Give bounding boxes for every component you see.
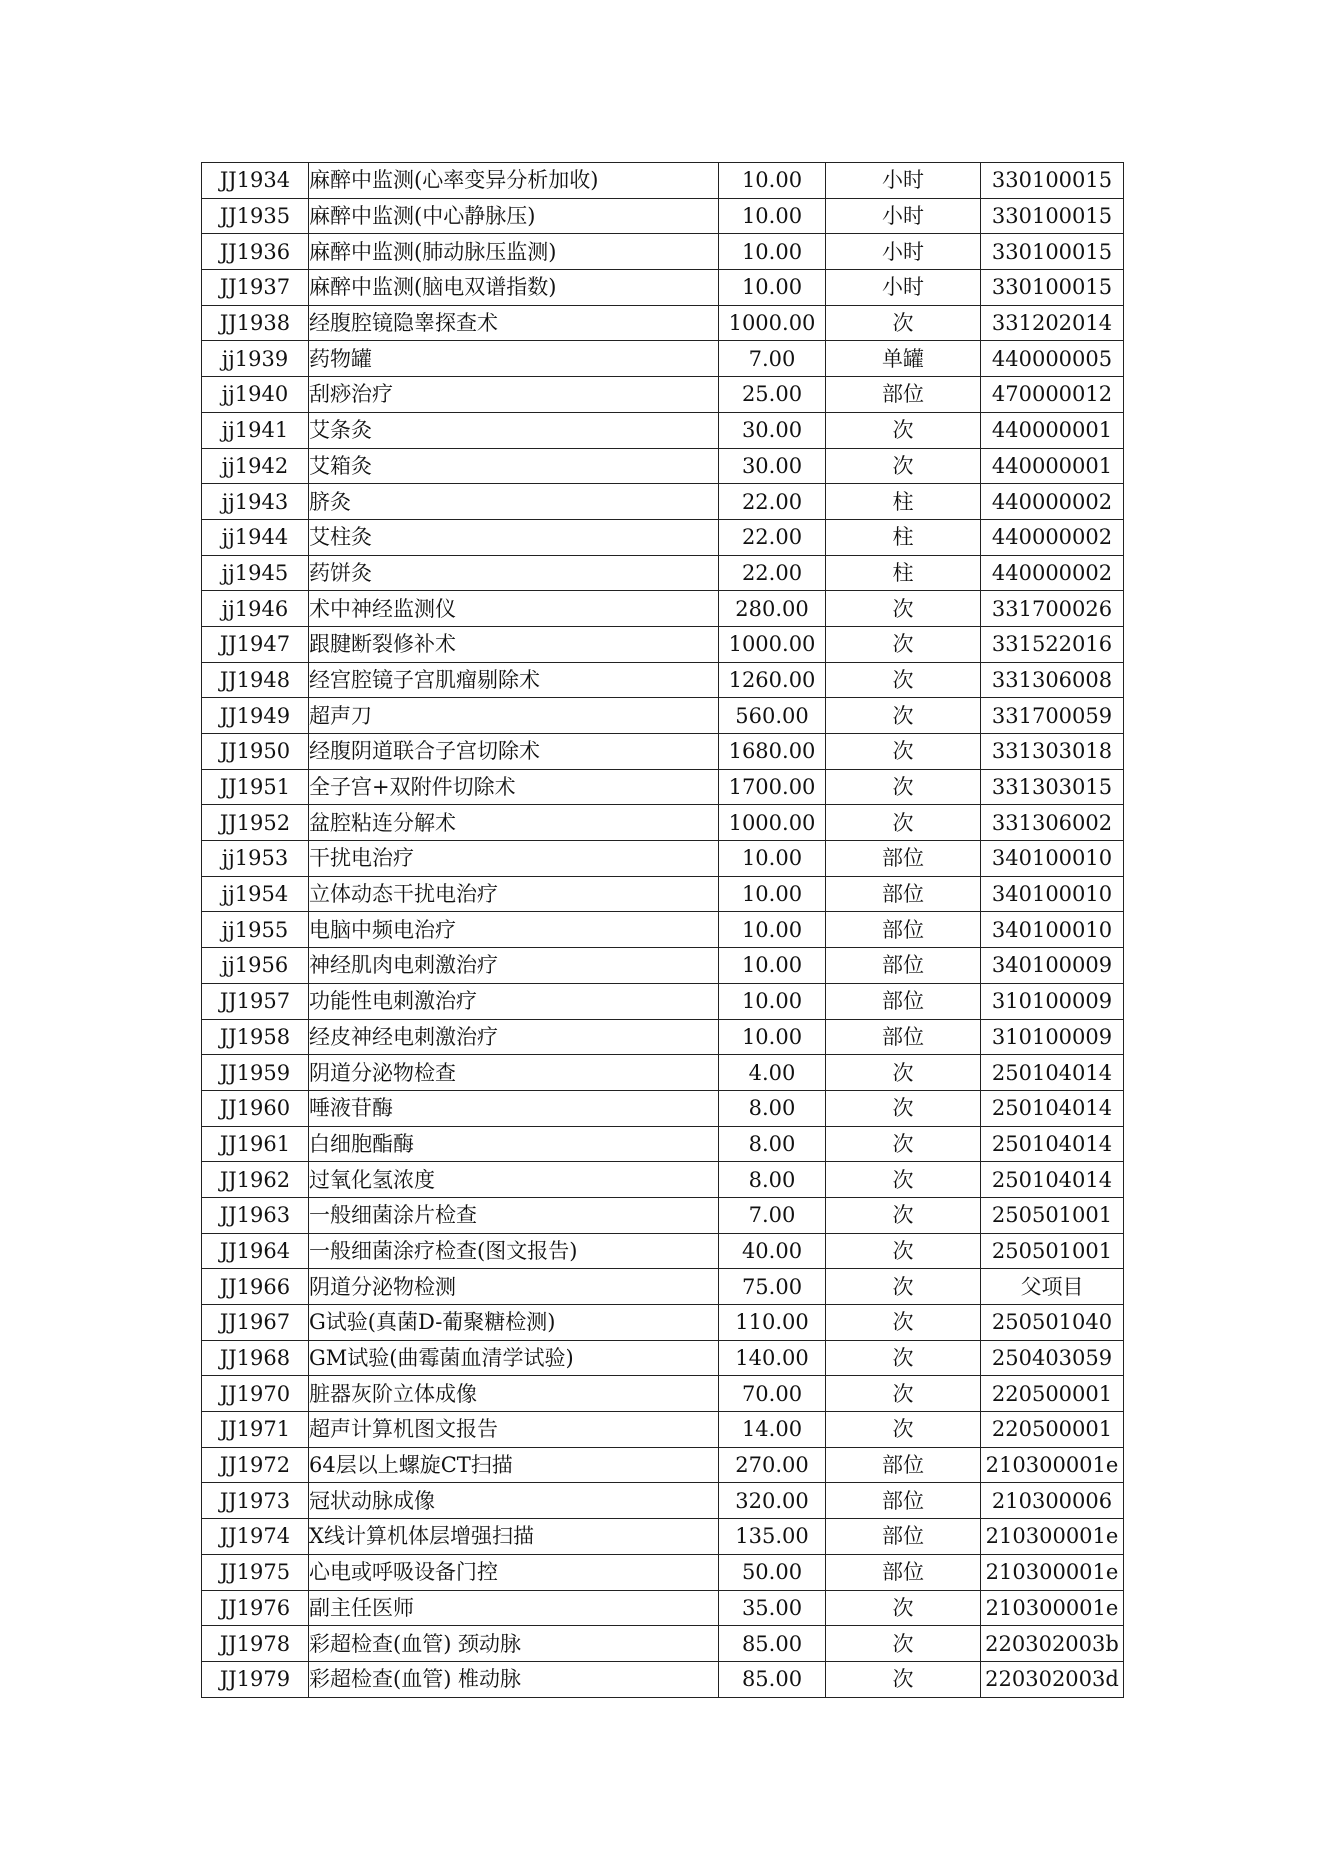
price-cell: 35.00 xyxy=(719,1590,826,1626)
unit-cell: 次 xyxy=(826,1305,981,1341)
item-name-cell: 超声刀 xyxy=(309,698,719,734)
reference-code-cell: 250501001 xyxy=(981,1197,1124,1233)
table-row xyxy=(202,1661,1124,1697)
reference-code-cell: 331303018 xyxy=(981,734,1124,770)
unit-cell: 部位 xyxy=(826,1019,981,1055)
item-name-cell: 麻醉中监测(肺动脉压监测) xyxy=(309,234,719,270)
item-code-cell: JJ1966 xyxy=(202,1269,309,1305)
table-row xyxy=(202,1019,1124,1055)
price-cell: 270.00 xyxy=(719,1447,826,1483)
reference-code-cell: 220500001 xyxy=(981,1376,1124,1412)
item-name-cell: 脐灸 xyxy=(309,484,719,520)
table-row xyxy=(202,1126,1124,1162)
item-name-cell: 经腹腔镜隐睾探查术 xyxy=(309,305,719,341)
price-cell: 40.00 xyxy=(719,1233,826,1269)
reference-code-cell: 340100010 xyxy=(981,876,1124,912)
table-row xyxy=(202,412,1124,448)
price-cell: 10.00 xyxy=(719,983,826,1019)
item-code-cell: JJ1957 xyxy=(202,983,309,1019)
reference-code-cell: 340100010 xyxy=(981,912,1124,948)
item-code-cell: JJ1972 xyxy=(202,1447,309,1483)
item-code-cell: jj1953 xyxy=(202,841,309,877)
price-cell: 10.00 xyxy=(719,948,826,984)
table-row xyxy=(202,163,1124,199)
item-code-cell: JJ1976 xyxy=(202,1590,309,1626)
table-row xyxy=(202,1197,1124,1233)
item-code-cell: jj1943 xyxy=(202,484,309,520)
item-name-cell: 经宫腔镜子宫肌瘤剔除术 xyxy=(309,662,719,698)
reference-code-cell: 330100015 xyxy=(981,234,1124,270)
price-cell: 10.00 xyxy=(719,270,826,306)
unit-cell: 次 xyxy=(826,1269,981,1305)
item-name-cell: 盆腔粘连分解术 xyxy=(309,805,719,841)
item-code-cell: jj1940 xyxy=(202,377,309,413)
price-cell: 85.00 xyxy=(719,1626,826,1662)
price-cell: 22.00 xyxy=(719,555,826,591)
item-code-cell: JJ1958 xyxy=(202,1019,309,1055)
unit-cell: 部位 xyxy=(826,876,981,912)
unit-cell: 部位 xyxy=(826,377,981,413)
unit-cell: 次 xyxy=(826,448,981,484)
price-cell: 135.00 xyxy=(719,1519,826,1555)
table-row xyxy=(202,198,1124,234)
reference-code-cell: 440000002 xyxy=(981,519,1124,555)
item-name-cell: 药饼灸 xyxy=(309,555,719,591)
table-row xyxy=(202,1340,1124,1376)
price-cell: 85.00 xyxy=(719,1661,826,1697)
item-code-cell: JJ1967 xyxy=(202,1305,309,1341)
reference-code-cell: 330100015 xyxy=(981,198,1124,234)
price-cell: 8.00 xyxy=(719,1090,826,1126)
price-cell: 10.00 xyxy=(719,1019,826,1055)
table-row xyxy=(202,1519,1124,1555)
item-name-cell: 艾条灸 xyxy=(309,412,719,448)
unit-cell: 部位 xyxy=(826,1447,981,1483)
reference-code-cell: 210300001e xyxy=(981,1447,1124,1483)
item-name-cell: 超声计算机图文报告 xyxy=(309,1412,719,1448)
unit-cell: 柱 xyxy=(826,519,981,555)
unit-cell: 部位 xyxy=(826,948,981,984)
item-code-cell: JJ1937 xyxy=(202,270,309,306)
price-cell: 10.00 xyxy=(719,163,826,199)
item-name-cell: 麻醉中监测(心率变异分析加收) xyxy=(309,163,719,199)
unit-cell: 柱 xyxy=(826,484,981,520)
reference-code-cell: 331700059 xyxy=(981,698,1124,734)
table-row xyxy=(202,1412,1124,1448)
item-name-cell: 药物罐 xyxy=(309,341,719,377)
reference-code-cell: 440000002 xyxy=(981,555,1124,591)
unit-cell: 次 xyxy=(826,1233,981,1269)
table-row xyxy=(202,912,1124,948)
item-name-cell: 艾箱灸 xyxy=(309,448,719,484)
item-code-cell: jj1944 xyxy=(202,519,309,555)
unit-cell: 次 xyxy=(826,626,981,662)
item-name-cell: 刮痧治疗 xyxy=(309,377,719,413)
price-cell: 1680.00 xyxy=(719,734,826,770)
unit-cell: 部位 xyxy=(826,1519,981,1555)
item-name-cell: 术中神经监测仪 xyxy=(309,591,719,627)
reference-code-cell: 220302003d xyxy=(981,1661,1124,1697)
item-name-cell: 麻醉中监测(脑电双谱指数) xyxy=(309,270,719,306)
item-name-cell: 电脑中频电治疗 xyxy=(309,912,719,948)
reference-code-cell: 330100015 xyxy=(981,270,1124,306)
table-row xyxy=(202,662,1124,698)
unit-cell: 小时 xyxy=(826,198,981,234)
reference-code-cell: 250104014 xyxy=(981,1162,1124,1198)
item-code-cell: jj1941 xyxy=(202,412,309,448)
table-row xyxy=(202,983,1124,1019)
table-row xyxy=(202,484,1124,520)
reference-code-cell: 440000001 xyxy=(981,412,1124,448)
table-row xyxy=(202,377,1124,413)
unit-cell: 次 xyxy=(826,1590,981,1626)
item-name-cell: X线计算机体层增强扫描 xyxy=(309,1519,719,1555)
item-code-cell: JJ1950 xyxy=(202,734,309,770)
unit-cell: 次 xyxy=(826,1197,981,1233)
unit-cell: 部位 xyxy=(826,912,981,948)
table-row xyxy=(202,270,1124,306)
reference-code-cell: 210300001e xyxy=(981,1590,1124,1626)
item-name-cell: 64层以上螺旋CT扫描 xyxy=(309,1447,719,1483)
price-cell: 4.00 xyxy=(719,1055,826,1091)
reference-code-cell: 210300006 xyxy=(981,1483,1124,1519)
item-code-cell: jj1954 xyxy=(202,876,309,912)
reference-code-cell: 331700026 xyxy=(981,591,1124,627)
reference-code-cell: 250501001 xyxy=(981,1233,1124,1269)
price-cell: 1000.00 xyxy=(719,305,826,341)
price-cell: 10.00 xyxy=(719,912,826,948)
unit-cell: 次 xyxy=(826,805,981,841)
fee-table-body xyxy=(202,163,1124,1698)
reference-code-cell: 440000001 xyxy=(981,448,1124,484)
reference-code-cell: 331303015 xyxy=(981,769,1124,805)
reference-code-cell: 250403059 xyxy=(981,1340,1124,1376)
item-code-cell: jj1946 xyxy=(202,591,309,627)
item-code-cell: JJ1951 xyxy=(202,769,309,805)
item-code-cell: jj1942 xyxy=(202,448,309,484)
unit-cell: 次 xyxy=(826,412,981,448)
table-row xyxy=(202,1055,1124,1091)
table-row xyxy=(202,626,1124,662)
price-cell: 22.00 xyxy=(719,519,826,555)
item-code-cell: JJ1974 xyxy=(202,1519,309,1555)
item-code-cell: JJ1971 xyxy=(202,1412,309,1448)
price-cell: 14.00 xyxy=(719,1412,826,1448)
table-row xyxy=(202,305,1124,341)
item-name-cell: 神经肌肉电刺激治疗 xyxy=(309,948,719,984)
unit-cell: 小时 xyxy=(826,270,981,306)
table-row xyxy=(202,519,1124,555)
table-row xyxy=(202,769,1124,805)
price-cell: 7.00 xyxy=(719,341,826,377)
price-cell: 8.00 xyxy=(719,1126,826,1162)
unit-cell: 次 xyxy=(826,1126,981,1162)
table-row xyxy=(202,1554,1124,1590)
item-code-cell: JJ1947 xyxy=(202,626,309,662)
item-name-cell: GM试验(曲霉菌血清学试验) xyxy=(309,1340,719,1376)
table-row xyxy=(202,234,1124,270)
unit-cell: 柱 xyxy=(826,555,981,591)
price-cell: 140.00 xyxy=(719,1340,826,1376)
price-cell: 10.00 xyxy=(719,876,826,912)
unit-cell: 次 xyxy=(826,1340,981,1376)
table-row xyxy=(202,1483,1124,1519)
reference-code-cell: 210300001e xyxy=(981,1519,1124,1555)
unit-cell: 部位 xyxy=(826,983,981,1019)
item-name-cell: 唾液苷酶 xyxy=(309,1090,719,1126)
item-name-cell: G试验(真菌D-葡聚糖检测) xyxy=(309,1305,719,1341)
item-code-cell: JJ1948 xyxy=(202,662,309,698)
item-code-cell: JJ1963 xyxy=(202,1197,309,1233)
unit-cell: 次 xyxy=(826,1055,981,1091)
price-cell: 25.00 xyxy=(719,377,826,413)
unit-cell: 部位 xyxy=(826,841,981,877)
reference-code-cell: 220500001 xyxy=(981,1412,1124,1448)
table-row xyxy=(202,555,1124,591)
item-name-cell: 白细胞酯酶 xyxy=(309,1126,719,1162)
item-code-cell: JJ1961 xyxy=(202,1126,309,1162)
unit-cell: 部位 xyxy=(826,1554,981,1590)
price-cell: 280.00 xyxy=(719,591,826,627)
price-cell: 320.00 xyxy=(719,1483,826,1519)
table-row xyxy=(202,734,1124,770)
reference-code-cell: 310100009 xyxy=(981,983,1124,1019)
unit-cell: 次 xyxy=(826,769,981,805)
table-row xyxy=(202,841,1124,877)
unit-cell: 单罐 xyxy=(826,341,981,377)
item-code-cell: JJ1952 xyxy=(202,805,309,841)
table-row xyxy=(202,1590,1124,1626)
price-cell: 30.00 xyxy=(719,448,826,484)
table-row xyxy=(202,1233,1124,1269)
table-row xyxy=(202,876,1124,912)
item-name-cell: 心电或呼吸设备门控 xyxy=(309,1554,719,1590)
unit-cell: 次 xyxy=(826,1661,981,1697)
reference-code-cell: 470000012 xyxy=(981,377,1124,413)
item-code-cell: JJ1968 xyxy=(202,1340,309,1376)
price-cell: 30.00 xyxy=(719,412,826,448)
price-cell: 7.00 xyxy=(719,1197,826,1233)
price-cell: 50.00 xyxy=(719,1554,826,1590)
unit-cell: 次 xyxy=(826,1090,981,1126)
price-cell: 1000.00 xyxy=(719,626,826,662)
reference-code-cell: 250104014 xyxy=(981,1055,1124,1091)
reference-code-cell: 331306008 xyxy=(981,662,1124,698)
fee-table xyxy=(201,162,1124,1698)
reference-code-cell: 331522016 xyxy=(981,626,1124,662)
item-code-cell: jj1955 xyxy=(202,912,309,948)
price-cell: 1260.00 xyxy=(719,662,826,698)
item-code-cell: jj1956 xyxy=(202,948,309,984)
table-row xyxy=(202,1447,1124,1483)
table-row xyxy=(202,1269,1124,1305)
reference-code-cell: 210300001e xyxy=(981,1554,1124,1590)
table-row xyxy=(202,1305,1124,1341)
price-cell: 1000.00 xyxy=(719,805,826,841)
reference-code-cell: 330100015 xyxy=(981,163,1124,199)
price-cell: 8.00 xyxy=(719,1162,826,1198)
item-code-cell: JJ1970 xyxy=(202,1376,309,1412)
reference-code-cell: 440000005 xyxy=(981,341,1124,377)
price-cell: 10.00 xyxy=(719,234,826,270)
table-row xyxy=(202,1162,1124,1198)
unit-cell: 次 xyxy=(826,1162,981,1198)
unit-cell: 小时 xyxy=(826,163,981,199)
item-name-cell: 冠状动脉成像 xyxy=(309,1483,719,1519)
reference-code-cell: 250104014 xyxy=(981,1090,1124,1126)
unit-cell: 次 xyxy=(826,1412,981,1448)
reference-code-cell: 250501040 xyxy=(981,1305,1124,1341)
item-code-cell: JJ1960 xyxy=(202,1090,309,1126)
unit-cell: 次 xyxy=(826,305,981,341)
item-code-cell: JJ1973 xyxy=(202,1483,309,1519)
item-name-cell: 副主任医师 xyxy=(309,1590,719,1626)
item-name-cell: 跟腱断裂修补术 xyxy=(309,626,719,662)
item-name-cell: 功能性电刺激治疗 xyxy=(309,983,719,1019)
table-row xyxy=(202,1376,1124,1412)
item-code-cell: JJ1962 xyxy=(202,1162,309,1198)
item-code-cell: JJ1934 xyxy=(202,163,309,199)
table-row xyxy=(202,341,1124,377)
reference-code-cell: 250104014 xyxy=(981,1126,1124,1162)
item-code-cell: JJ1935 xyxy=(202,198,309,234)
item-code-cell: JJ1959 xyxy=(202,1055,309,1091)
item-code-cell: JJ1949 xyxy=(202,698,309,734)
reference-code-cell: 331202014 xyxy=(981,305,1124,341)
reference-code-cell: 340100010 xyxy=(981,841,1124,877)
price-cell: 560.00 xyxy=(719,698,826,734)
price-cell: 75.00 xyxy=(719,1269,826,1305)
item-name-cell: 一般细菌涂片检查 xyxy=(309,1197,719,1233)
item-code-cell: JJ1964 xyxy=(202,1233,309,1269)
price-cell: 70.00 xyxy=(719,1376,826,1412)
item-code-cell: jj1939 xyxy=(202,341,309,377)
table-row xyxy=(202,591,1124,627)
price-cell: 1700.00 xyxy=(719,769,826,805)
item-name-cell: 阴道分泌物检查 xyxy=(309,1055,719,1091)
table-row xyxy=(202,448,1124,484)
reference-code-cell: 440000002 xyxy=(981,484,1124,520)
item-name-cell: 彩超检查(血管) 椎动脉 xyxy=(309,1661,719,1697)
unit-cell: 次 xyxy=(826,698,981,734)
item-name-cell: 干扰电治疗 xyxy=(309,841,719,877)
reference-code-cell: 父项目 xyxy=(981,1269,1124,1305)
item-name-cell: 一般细菌涂疗检查(图文报告) xyxy=(309,1233,719,1269)
table-row xyxy=(202,1090,1124,1126)
unit-cell: 次 xyxy=(826,1626,981,1662)
item-name-cell: 经腹阴道联合子宫切除术 xyxy=(309,734,719,770)
item-code-cell: JJ1936 xyxy=(202,234,309,270)
item-name-cell: 阴道分泌物检测 xyxy=(309,1269,719,1305)
item-name-cell: 麻醉中监测(中心静脉压) xyxy=(309,198,719,234)
item-code-cell: JJ1938 xyxy=(202,305,309,341)
item-name-cell: 彩超检查(血管) 颈动脉 xyxy=(309,1626,719,1662)
item-name-cell: 过氧化氢浓度 xyxy=(309,1162,719,1198)
unit-cell: 次 xyxy=(826,591,981,627)
item-name-cell: 艾柱灸 xyxy=(309,519,719,555)
table-row xyxy=(202,948,1124,984)
reference-code-cell: 331306002 xyxy=(981,805,1124,841)
item-name-cell: 经皮神经电刺激治疗 xyxy=(309,1019,719,1055)
item-code-cell: JJ1978 xyxy=(202,1626,309,1662)
price-cell: 10.00 xyxy=(719,841,826,877)
item-name-cell: 立体动态干扰电治疗 xyxy=(309,876,719,912)
item-name-cell: 全子宫+双附件切除术 xyxy=(309,769,719,805)
item-code-cell: JJ1975 xyxy=(202,1554,309,1590)
unit-cell: 次 xyxy=(826,734,981,770)
table-row xyxy=(202,805,1124,841)
reference-code-cell: 340100009 xyxy=(981,948,1124,984)
item-name-cell: 脏器灰阶立体成像 xyxy=(309,1376,719,1412)
reference-code-cell: 220302003b xyxy=(981,1626,1124,1662)
price-cell: 110.00 xyxy=(719,1305,826,1341)
unit-cell: 次 xyxy=(826,1376,981,1412)
table-row xyxy=(202,1626,1124,1662)
table-row xyxy=(202,698,1124,734)
item-code-cell: jj1945 xyxy=(202,555,309,591)
item-code-cell: JJ1979 xyxy=(202,1661,309,1697)
unit-cell: 次 xyxy=(826,662,981,698)
reference-code-cell: 310100009 xyxy=(981,1019,1124,1055)
unit-cell: 小时 xyxy=(826,234,981,270)
price-cell: 10.00 xyxy=(719,198,826,234)
price-cell: 22.00 xyxy=(719,484,826,520)
unit-cell: 部位 xyxy=(826,1483,981,1519)
